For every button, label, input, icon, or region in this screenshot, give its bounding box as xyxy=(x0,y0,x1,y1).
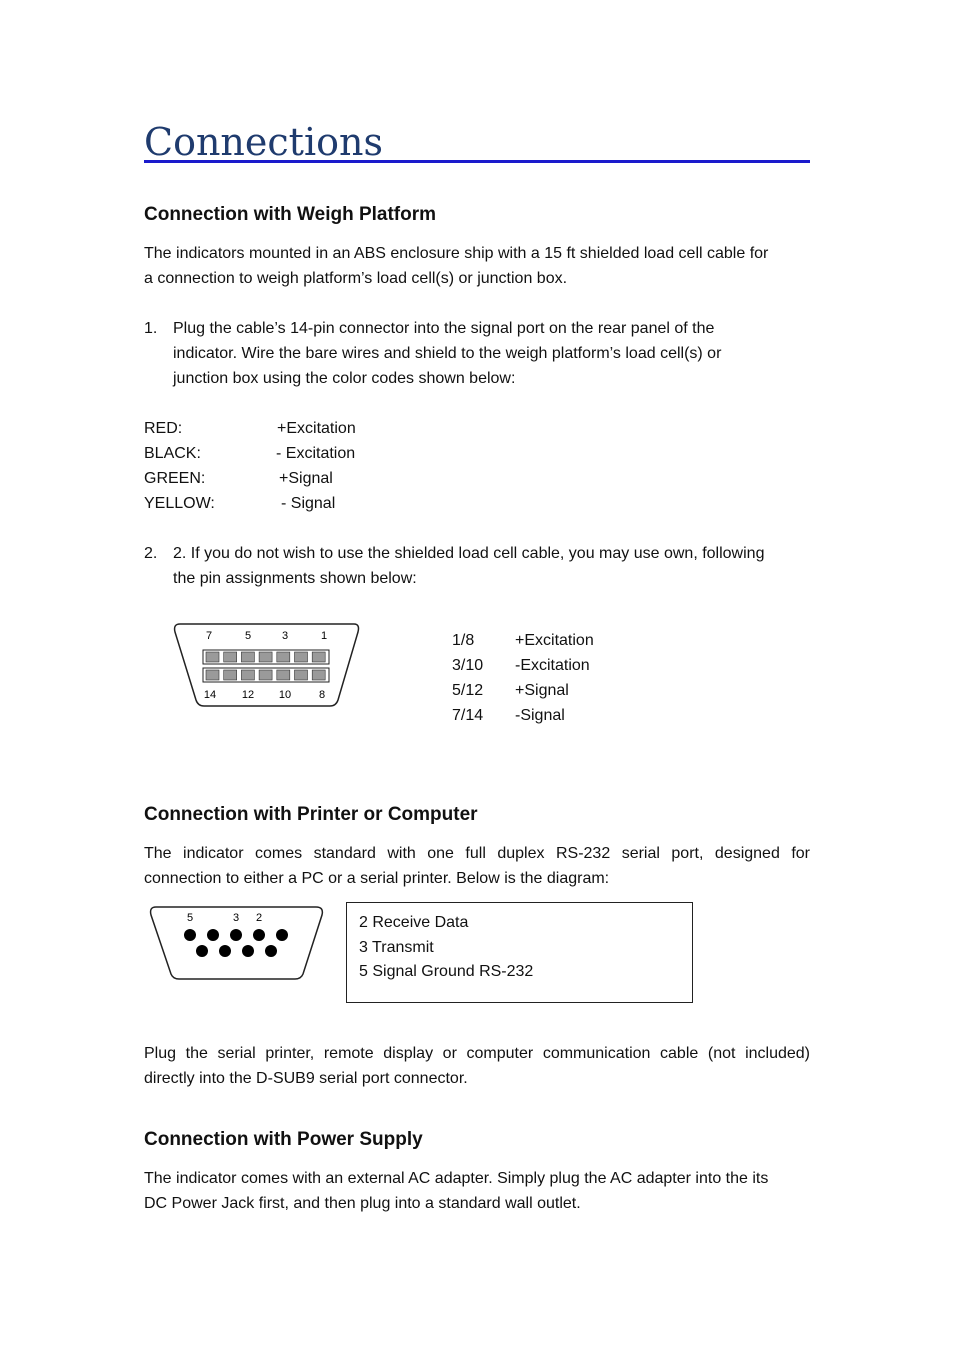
printer-intro-line: connection to either a PC or a serial printer. Below is the diagram: xyxy=(144,870,610,887)
pin-number: 1/8 xyxy=(452,632,475,649)
weigh-intro-line: The indicators mounted in an ABS enclosure ship with a 15 ft shielded load cell cable for xyxy=(144,245,769,262)
power-line: The indicator comes with an external AC adapter. Simply plug the AC adapter into the its xyxy=(144,1170,769,1187)
pin-label-top: 1 xyxy=(320,630,328,642)
color-code-signal: - Excitation xyxy=(276,445,356,462)
weigh-intro-line: a connection to weigh platform’s load cell(s) or junction box. xyxy=(144,270,568,287)
pin-contact xyxy=(259,670,272,680)
pin-signal: -Signal xyxy=(515,707,565,724)
pin-label: 5 xyxy=(186,912,194,924)
connector-14-shell xyxy=(175,624,359,706)
pin-contact xyxy=(241,652,254,662)
pin-label-top: 3 xyxy=(281,630,289,642)
pin-label-bottom: 14 xyxy=(203,689,217,701)
serial-pin-box xyxy=(346,902,693,1003)
color-code-label: BLACK: xyxy=(144,445,201,462)
step-2-text xyxy=(173,541,813,591)
power-line: DC Power Jack first, and then plug into a standard wall outlet. xyxy=(144,1195,581,1212)
connector-14-pin-diagram xyxy=(170,620,365,712)
dsub-pin xyxy=(196,945,208,957)
section-heading-power-supply: Connection with Power Supply xyxy=(144,1129,423,1150)
step-1-number: 1. xyxy=(144,320,158,337)
dsub-pin xyxy=(207,929,219,941)
connector-dsub9-diagram xyxy=(147,904,327,984)
color-code-signal: +Signal xyxy=(279,470,333,487)
pin-label: 3 xyxy=(232,912,240,924)
page-title: Connections xyxy=(144,112,810,163)
pin-number: 7/14 xyxy=(452,707,484,724)
dsub-pin xyxy=(242,945,254,957)
step-1-line: indicator. Wire the bare wires and shield to the weigh platform’s load cell(s) or xyxy=(173,345,722,362)
printer-plug-line: directly into the D-SUB9 serial port connector. xyxy=(144,1070,468,1087)
pin-contact xyxy=(224,652,237,662)
color-code-signal: +Excitation xyxy=(277,420,356,437)
pin-contact xyxy=(206,652,219,662)
serial-pin-line: 3 Transmit xyxy=(359,939,434,956)
dsub-pin xyxy=(265,945,277,957)
pin-contact xyxy=(277,670,290,680)
pin-label-top: 5 xyxy=(244,630,252,642)
section-heading-printer-computer: Connection with Printer or Computer xyxy=(144,804,478,825)
dsub-pin xyxy=(276,929,288,941)
printer-intro-paragraph xyxy=(144,841,810,891)
serial-pin-line: 2 Receive Data xyxy=(359,914,469,931)
weigh-intro-paragraph xyxy=(144,241,810,291)
pin-signal: +Signal xyxy=(515,682,569,699)
color-code-label: GREEN: xyxy=(144,470,206,487)
pin-contact xyxy=(259,652,272,662)
pin-contact xyxy=(277,652,290,662)
color-code-signal: - Signal xyxy=(281,495,336,512)
color-code-label: RED: xyxy=(144,420,183,437)
dsub-pin xyxy=(253,929,265,941)
step-2-line: the pin assignments shown below: xyxy=(173,570,417,587)
pin-number: 3/10 xyxy=(452,657,484,674)
printer-plug-paragraph xyxy=(144,1041,810,1091)
printer-plug-line: Plug the serial printer, remote display or computer communication cable (not included) xyxy=(144,1045,810,1062)
pin-label-bottom: 8 xyxy=(318,689,326,701)
power-paragraph xyxy=(144,1166,810,1216)
pin-contact xyxy=(295,652,308,662)
pin-contact xyxy=(241,670,254,680)
pin-contact xyxy=(224,670,237,680)
pin-label-top: 7 xyxy=(205,630,213,642)
pin-signal: +Excitation xyxy=(515,632,594,649)
pin-label-bottom: 12 xyxy=(241,689,255,701)
pin-label-bottom: 10 xyxy=(278,689,292,701)
step-1-line: junction box using the color codes shown below: xyxy=(173,370,516,387)
printer-intro-line: The indicator comes standard with one full duplex RS-232 serial port, designed for xyxy=(144,845,810,862)
dsub-pin xyxy=(230,929,242,941)
dsub-pin xyxy=(184,929,196,941)
pin-contact xyxy=(312,652,325,662)
pin-number: 5/12 xyxy=(452,682,484,699)
step-1-line: Plug the cable’s 14-pin connector into the signal port on the rear panel of the xyxy=(173,320,715,337)
serial-pin-line: 5 Signal Ground RS-232 xyxy=(359,963,534,980)
step-1-text xyxy=(173,316,813,391)
pin-contact xyxy=(295,670,308,680)
color-code-label: YELLOW: xyxy=(144,495,215,512)
section-heading-weigh-platform: Connection with Weigh Platform xyxy=(144,204,437,225)
pin-contact xyxy=(206,670,219,680)
dsub-pin xyxy=(219,945,231,957)
pin-contact xyxy=(312,670,325,680)
pin-label: 2 xyxy=(255,912,263,924)
step-2-line: 2. If you do not wish to use the shielded load cell cable, you may use own, following xyxy=(173,545,765,562)
pin-signal: -Excitation xyxy=(515,657,590,674)
step-2-number: 2. xyxy=(144,545,158,562)
